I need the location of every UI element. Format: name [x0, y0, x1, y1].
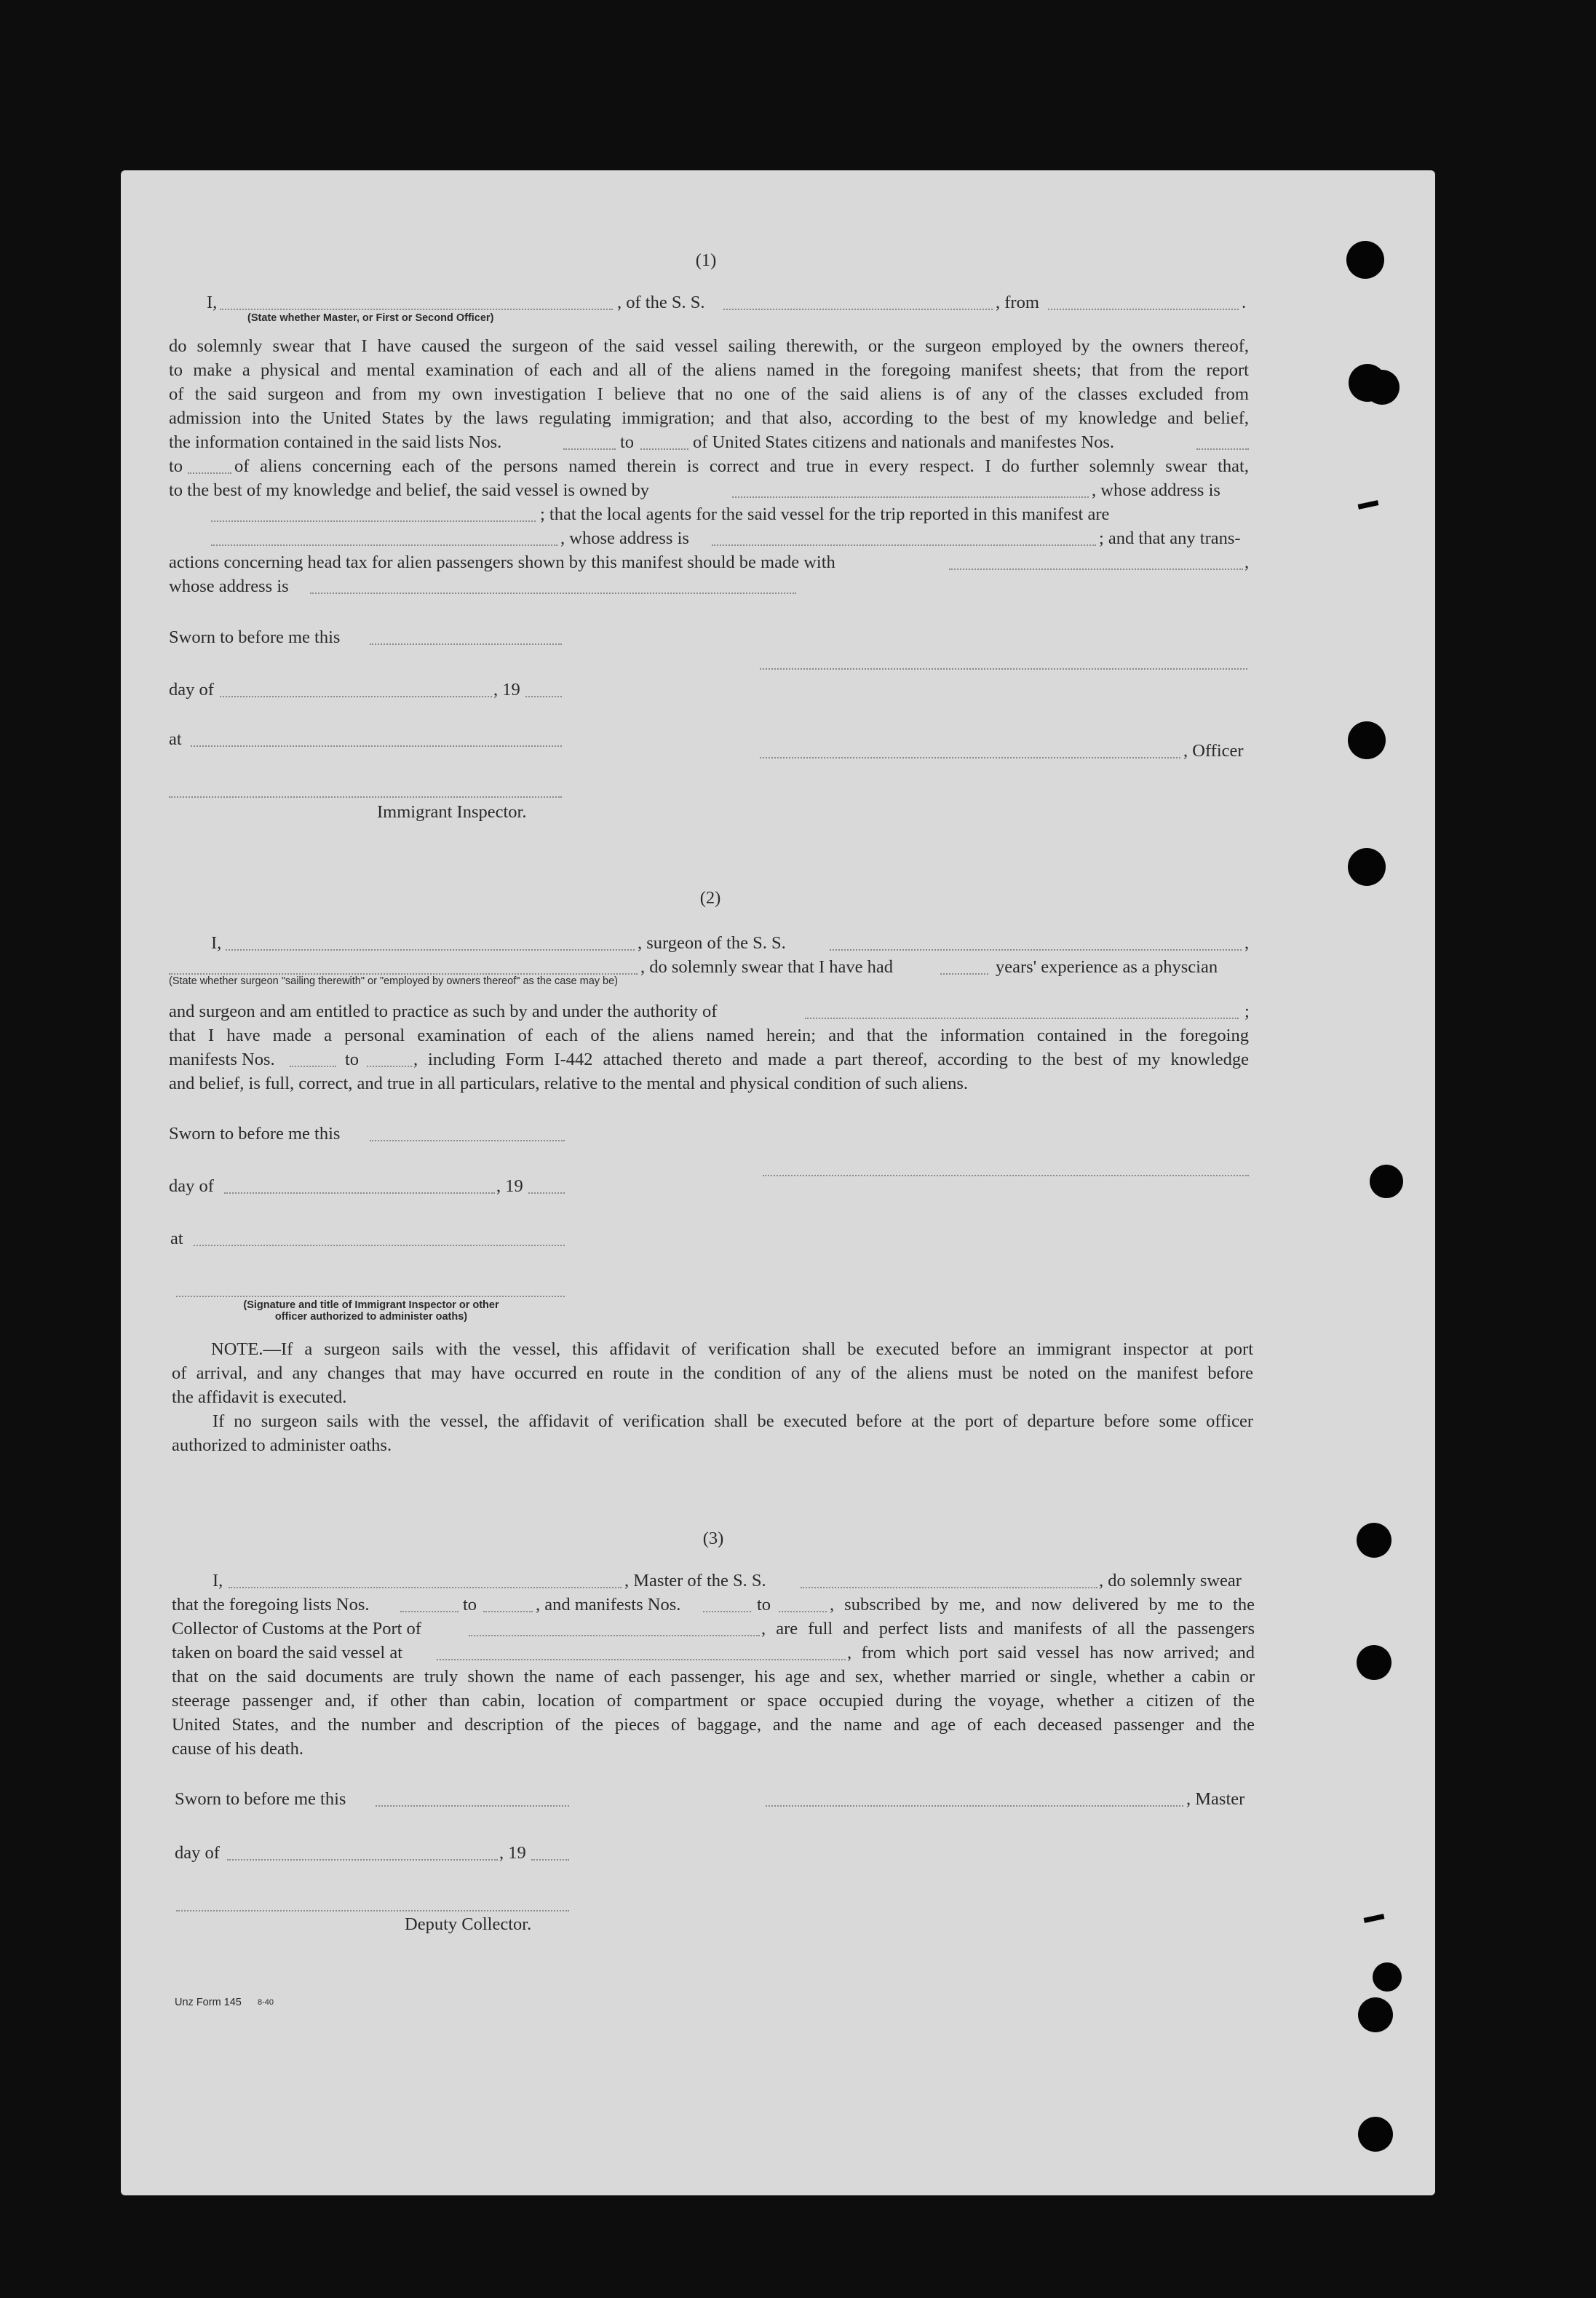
line-end: ,	[1244, 933, 1250, 953]
affidavit-text-line: and belief, is full, correct, and true in all particulars, relative to the mental and physical condition of such aliens.	[169, 1074, 969, 1093]
boarding-port-field[interactable]	[437, 1659, 846, 1660]
collector-port-label: Collector of Customs at the Port of	[172, 1619, 421, 1639]
binder-hole	[1370, 1165, 1403, 1198]
officer-signature-line[interactable]	[760, 668, 1247, 670]
manifests-label: , and manifests Nos.	[536, 1595, 681, 1614]
master-name-field[interactable]	[229, 1587, 622, 1588]
port-field[interactable]	[469, 1635, 760, 1636]
surgeon-signature-line[interactable]	[763, 1175, 1249, 1176]
master-vessel-field[interactable]	[801, 1587, 1097, 1588]
inspector-signature-line[interactable]	[169, 796, 562, 798]
manifest-to-field[interactable]	[367, 1066, 412, 1067]
affidavit-text-line: that I have made a personal examination of each of the aliens named herein; and that the information contained in the foregoing	[169, 1026, 1249, 1045]
owner-address-field[interactable]	[211, 520, 536, 522]
from-label: , from	[996, 293, 1039, 312]
place-field[interactable]	[191, 745, 562, 747]
oath-pronoun: I,	[213, 1571, 223, 1590]
officer-signature-line[interactable]	[176, 1296, 565, 1297]
binder-hole	[1357, 1645, 1391, 1680]
day-of-label: day of	[175, 1843, 220, 1863]
officer-title-line[interactable]	[760, 757, 1180, 758]
list-number-from-field[interactable]	[563, 448, 616, 450]
vessel-name-field[interactable]	[723, 309, 993, 310]
experience-label: , do solemnly swear that I have had	[640, 957, 893, 977]
experience-years-field[interactable]	[940, 973, 988, 975]
head-tax-text: actions concerning head tax for alien passengers shown by this manifest should be made with	[169, 552, 835, 572]
form-code: 8-40	[258, 1998, 274, 2007]
manifests-label: manifests Nos.	[169, 1050, 275, 1069]
binder-hole	[1346, 241, 1384, 279]
manifest-from-field[interactable]	[703, 1611, 751, 1612]
year-field[interactable]	[528, 1192, 565, 1194]
citizens-manifests-label: of United States citizens and nationals and manifestes Nos.	[693, 432, 1115, 452]
solemnly-swear-label: , do solemnly swear	[1099, 1571, 1242, 1590]
month-field[interactable]	[224, 1192, 495, 1194]
list-to-field[interactable]	[483, 1611, 533, 1612]
year-label: , 19	[499, 1843, 526, 1863]
affidavit-text-line: do solemnly swear that I have caused the surgeon of the said vessel sailing therewith, or the surgeon employed by the owners thereof,	[169, 336, 1249, 356]
sworn-label: Sworn to before me this	[169, 1124, 341, 1144]
sworn-date-field[interactable]	[370, 1140, 565, 1141]
at-label: at	[169, 729, 182, 749]
binder-hole	[1358, 2117, 1393, 2152]
lists-label: the information contained in the said lists Nos.	[169, 432, 502, 452]
section-number: (3)	[702, 1529, 724, 1548]
form-number: Unz Form 145	[175, 1997, 242, 2008]
binder-hole	[1357, 1523, 1391, 1558]
head-tax-contact-field[interactable]	[949, 568, 1243, 570]
manifest-number-field[interactable]	[1196, 448, 1249, 450]
place-field[interactable]	[194, 1245, 565, 1246]
sworn-date-field[interactable]	[376, 1805, 569, 1807]
officer-label: , Officer	[1183, 741, 1244, 761]
authority-field[interactable]	[805, 1018, 1239, 1019]
year-field[interactable]	[531, 1859, 569, 1861]
surgeon-status-note: (State whether surgeon "sailing therewith" or "employed by owners thereof" as the case may be)	[169, 975, 619, 987]
section-number: (2)	[699, 888, 721, 908]
oath-pronoun: I,	[211, 933, 222, 953]
binder-hole	[1365, 370, 1400, 405]
officer-name-field[interactable]	[220, 309, 613, 310]
at-label: at	[170, 1229, 183, 1248]
sworn-label: Sworn to before me this	[175, 1789, 346, 1809]
affidavit-text-line: that on the said documents are truly shown the name of each passenger, his age and sex, whether married or single, whether a cabin or	[172, 1667, 1255, 1687]
note-text-line: If no surgeon sails with the vessel, the affidavit of verification shall be executed before at the port of departure before some officer	[213, 1411, 1253, 1431]
agents-address-field[interactable]	[712, 544, 1096, 546]
master-vessel-label: , Master of the S. S.	[624, 1571, 766, 1590]
vessel-owner-field[interactable]	[732, 496, 1089, 498]
line-end: ,	[1244, 552, 1250, 572]
year-field[interactable]	[525, 696, 562, 697]
physician-label: years' experience as a physcian	[996, 957, 1218, 977]
affidavit-text-line: admission into the United States by the laws regulating immigration; and that also, according to the best of my knowledge and belief,	[169, 408, 1249, 428]
lists-label: that the foregoing lists Nos.	[172, 1595, 370, 1614]
day-of-label: day of	[169, 680, 214, 700]
contact-address-label: whose address is	[169, 577, 289, 596]
signature-note: officer authorized to administer oaths)	[274, 1311, 468, 1323]
local-agents-field[interactable]	[211, 544, 557, 546]
surgeon-name-field[interactable]	[226, 949, 635, 951]
affidavit-text-line: steerage passenger and, if other than cabin, location of compartment or space occupied during the voyage, whether a citizen of the	[172, 1691, 1255, 1711]
affidavit-text-line: cause of his death.	[172, 1739, 303, 1759]
note-text-line: NOTE.—If a surgeon sails with the vessel, this affidavit of verification shall be executed before an immigrant inspector at port	[211, 1339, 1253, 1359]
to-label: to	[345, 1050, 360, 1069]
agents-address-label: , whose address is	[560, 528, 689, 548]
manifest-number-to-field[interactable]	[188, 472, 231, 474]
master-signature-line[interactable]	[766, 1805, 1183, 1807]
departure-port-field[interactable]	[1048, 309, 1239, 310]
owner-address-label: , whose address is	[1092, 480, 1220, 500]
affidavit-text-line: , from which port said vessel has now arrived; and	[847, 1643, 1255, 1663]
signature-note: (Signature and title of Immigrant Inspector or other	[243, 1299, 499, 1311]
owner-label: to the best of my knowledge and belief, the said vessel is owned by	[169, 480, 649, 500]
sworn-label: Sworn to before me this	[169, 627, 341, 647]
officer-rank-note: (State whether Master, or First or Second Officer)	[247, 312, 494, 324]
binder-hole	[1348, 848, 1386, 886]
affidavit-text-line: United States, and the number and description of the pieces of baggage, and the name and age of each deceased passenger and the	[172, 1715, 1255, 1735]
affidavit-text-line: of aliens concerning each of the persons named therein is correct and true in every respect. I do further solemnly swear that,	[234, 456, 1249, 476]
to-label: to	[757, 1595, 771, 1614]
boarding-port-label: taken on board the said vessel at	[172, 1643, 403, 1663]
contact-address-field[interactable]	[310, 593, 796, 594]
head-tax-label: ; and that any trans-	[1099, 528, 1241, 548]
line-end: .	[1242, 293, 1247, 312]
affidavit-text-line: of the said surgeon and from my own investigation I believe that no one of the said aliens is of any of the classes excluded from	[169, 384, 1249, 404]
year-label: , 19	[493, 680, 520, 700]
binder-hole	[1358, 1997, 1393, 2032]
affidavit-text-line: , subscribed by me, and now delivered by me to the	[830, 1595, 1255, 1614]
note-text-line: of arrival, and any changes that may have occurred en route in the condition of any of the aliens must be noted on the manifest before	[172, 1363, 1253, 1383]
to-label: to	[463, 1595, 477, 1614]
list-number-to-field[interactable]	[640, 448, 688, 450]
manifest-from-field[interactable]	[290, 1066, 336, 1067]
surgeon-status-field[interactable]	[169, 973, 638, 975]
month-field[interactable]	[227, 1859, 498, 1861]
oath-pronoun: I,	[207, 293, 218, 312]
binder-hole	[1373, 1962, 1402, 1992]
affidavit-text-line: to make a physical and mental examination of each and all of the aliens named in the foregoing manifest sheets; that from the report	[169, 360, 1249, 380]
surgeon-vessel-field[interactable]	[830, 949, 1242, 951]
line-end: ;	[1244, 1002, 1250, 1021]
to-label: to	[169, 456, 183, 476]
affidavit-text-line: , including Form I-442 attached thereto and made a part thereof, according to the best of my knowledge	[413, 1050, 1249, 1069]
to-label: to	[620, 432, 635, 452]
day-of-label: day of	[169, 1176, 214, 1196]
master-label: , Master	[1186, 1789, 1245, 1809]
collector-signature-line[interactable]	[176, 1910, 569, 1911]
surgeon-vessel-label: , surgeon of the S. S.	[638, 933, 786, 953]
year-label: , 19	[496, 1176, 523, 1196]
section-number: (1)	[695, 250, 717, 270]
inspector-label: Immigrant Inspector.	[377, 802, 527, 822]
binder-hole	[1348, 721, 1386, 759]
affidavit-text-line: , are full and perfect lists and manifests of all the passengers	[761, 1619, 1255, 1639]
sworn-date-field[interactable]	[370, 643, 562, 645]
manifest-to-field[interactable]	[779, 1611, 827, 1612]
local-agents-label: ; that the local agents for the said vessel for the trip reported in this manifest are	[540, 504, 1110, 524]
note-text-line: authorized to administer oaths.	[172, 1435, 392, 1455]
list-from-field[interactable]	[400, 1611, 458, 1612]
note-text-line: the affidavit is executed.	[172, 1387, 347, 1407]
month-field[interactable]	[220, 696, 492, 697]
collector-label: Deputy Collector.	[405, 1914, 532, 1934]
authority-label: and surgeon and am entitled to practice as such by and under the authority of	[169, 1002, 718, 1021]
vessel-label: , of the S. S.	[617, 293, 705, 312]
